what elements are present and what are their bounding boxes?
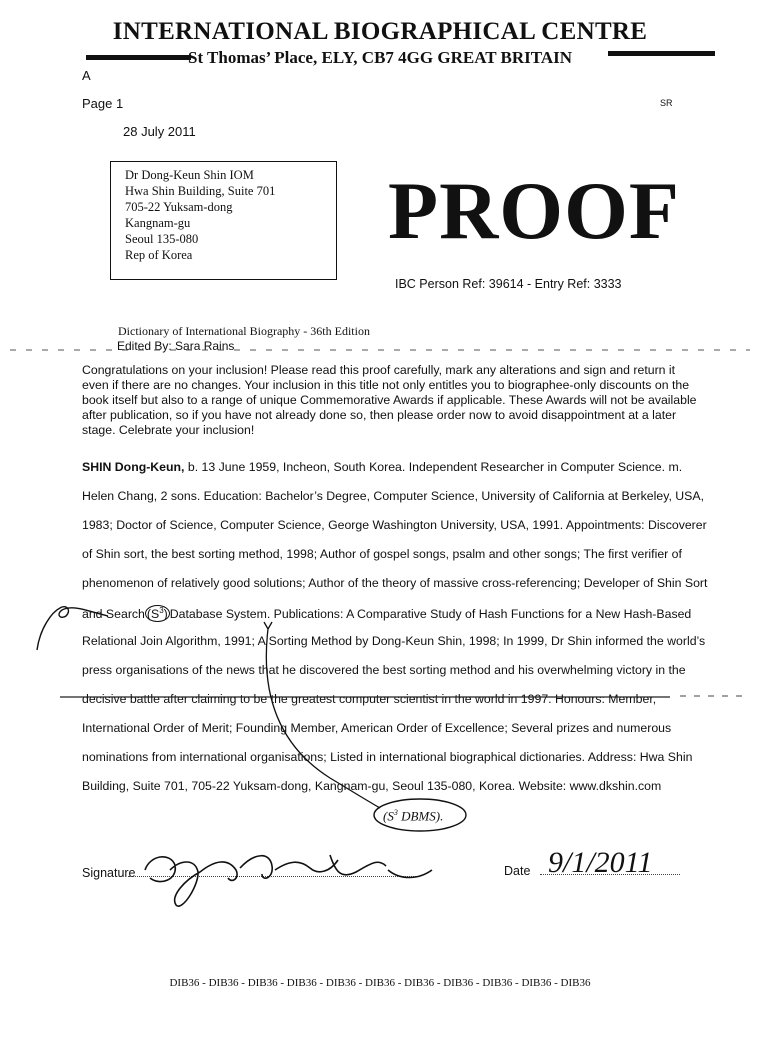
address-line: Dr Dong-Keun Shin IOM — [125, 168, 254, 182]
entry-line: International Order of Merit; Founding Member, American Order of Excellence; Several prizes and numerous — [82, 721, 672, 735]
signature-strokes — [145, 855, 432, 906]
address-line: Kangnam-gu — [125, 216, 191, 230]
footer-codes: DIB36 - DIB36 - DIB36 - DIB36 - DIB36 - DIB36 - DIB36 - DIB36 - DIB36 - DIB36 - DIB36 — [169, 977, 591, 989]
correction-text: DBMS). — [397, 808, 444, 824]
editor-name: Edited By: Sara Rains — [117, 339, 235, 353]
circled-text: ) — [163, 607, 168, 622]
address-line: 705-22 Yuksam-dong — [125, 200, 233, 214]
editor-initials: SR — [660, 98, 673, 108]
entry-line: 1983; Doctor of Science, Computer Science, George Washington University, USA, 1991. Appointments: Discoverer — [82, 518, 707, 532]
entry-line: Building, Suite 701, 705-22 Yuksam-dong, Kangnam-gu, Seoul 135-080, Korea. Website: www.dkshin.com — [82, 779, 662, 793]
org-name: INTERNATIONAL BIOGRAPHICAL CENTRE — [112, 18, 648, 45]
correction-text: (S — [383, 808, 394, 824]
entry-text: and Search — [82, 607, 145, 622]
superscript: 3 — [393, 808, 398, 817]
entry-name: SHIN Dong-Keun, — [82, 460, 185, 474]
intro-paragraph: Congratulations on your inclusion! Please read this proof carefully, mark any alterations and sign and return it even if there are no changes. Your inclusion in this title not only entitles you to biographee-only discounts on the book itself but also to a range of unique Commemorative Awards if applicable. These Awards will not be available after publication, so if you have not already done so, then please order now to avoid disappointment at a later stage. Celebrate your inclusion! — [82, 363, 697, 437]
address-line: Rep of Korea — [125, 248, 193, 262]
margin-mark — [37, 607, 108, 650]
entry-line: decisive battle after claiming to be the greatest computer scientist in the world in 1997. Honours: Member, — [82, 692, 657, 706]
letter-date: 28 July 2011 — [123, 124, 196, 139]
version-letter: A — [82, 68, 91, 83]
entry-line: press organisations of the news that he discovered the best sorting method and his overwhelming victory in the — [82, 663, 686, 677]
superscript: 3 — [159, 606, 164, 615]
entry-line: Relational Join Algorithm, 1991; A Sorting Method by Dong-Keun Shin, 1998; In 1999, Dr Shin informed the world’s — [82, 634, 706, 648]
entry-line: Helen Chang, 2 sons. Education: Bachelor’s Degree, Computer Science, University of California at Berkeley, USA, — [82, 489, 704, 503]
address-line: Seoul 135-080 — [125, 232, 199, 246]
handwritten-date: 9/1/2011 — [548, 846, 653, 879]
entry-line: of Shin sort, the best sorting method, 1998; Author of gospel songs, psalm and other songs; The first verifier of — [82, 547, 682, 561]
page-number: Page 1 — [82, 96, 124, 111]
date-label: Date — [504, 864, 531, 878]
entry-line: nominations from international organisations; Listed in international biographical dictionaries. Address: Hwa Shin — [82, 750, 693, 764]
entry-line: phenomenon of relatively good solutions; Author of the theory of massive cross-referencing; Developer of Shin Sort — [82, 576, 708, 590]
insertion-arrow — [264, 622, 380, 808]
entry-text: Database System. Publications: A Comparative Study of Hash Functions for a New Hash-Based — [169, 607, 692, 622]
org-address: St Thomas’ Place, ELY, CB7 4GG GREAT BRITAIN — [188, 48, 572, 67]
address-line: Hwa Shin Building, Suite 701 — [125, 184, 276, 198]
proof-stamp: PROOF — [388, 165, 680, 256]
publication-title: Dictionary of International Biography - 36th Edition — [118, 324, 370, 338]
reference-numbers: IBC Person Ref: 39614 - Entry Ref: 3333 — [395, 277, 622, 291]
circled-text: (S — [146, 607, 160, 622]
entry-text: b. 13 June 1959, Incheon, South Korea. Independent Researcher in Computer Science. m. — [184, 460, 683, 474]
signature-label: Signature — [82, 866, 136, 880]
correction-circle — [374, 799, 466, 831]
